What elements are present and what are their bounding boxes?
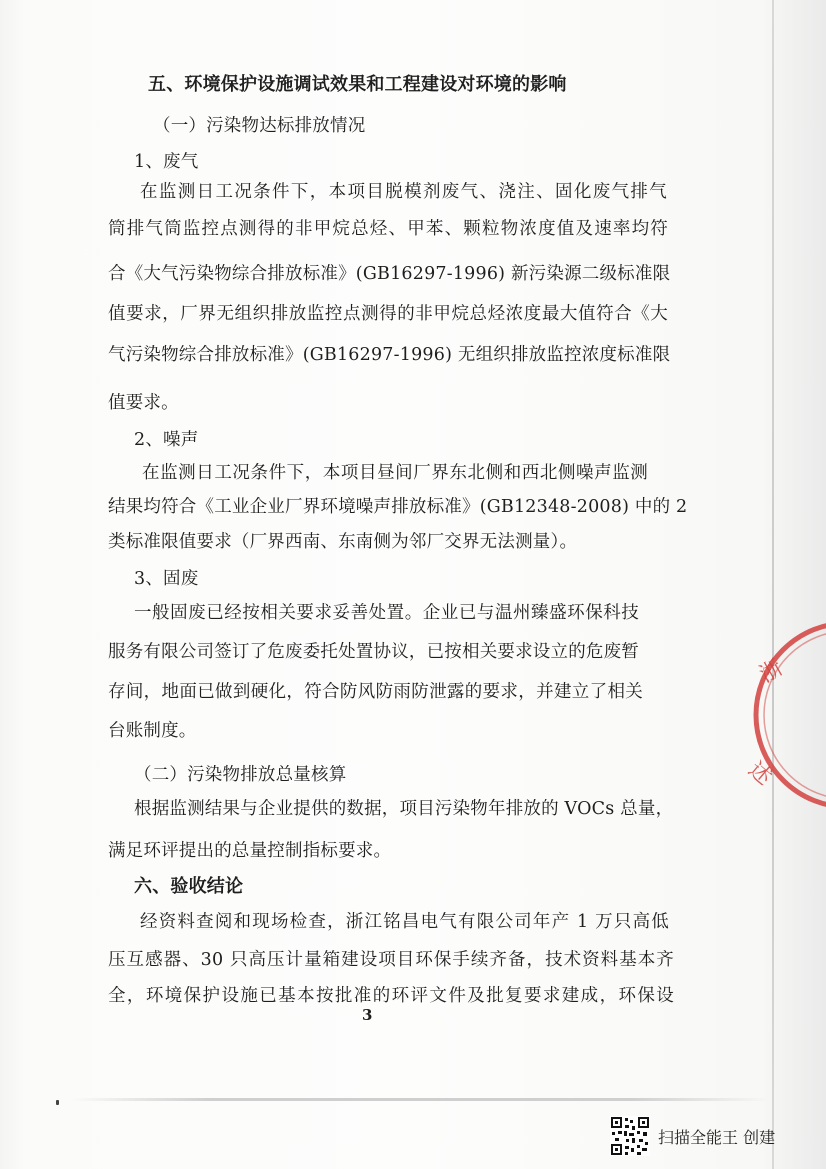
paragraph-line: 筒排气筒监控点测得的非甲烷总烃、甲苯、颗粒物浓度值及速率均符 xyxy=(108,219,668,239)
paragraph-line: 在监测日工况条件下，本项目昼间厂界东北侧和西北侧噪声监测 xyxy=(142,463,648,483)
paragraph-line: 存间，地面已做到硬化，符合防风防雨防泄露的要求，并建立了相关 xyxy=(108,682,643,702)
svg-text:浙: 浙 xyxy=(755,655,788,689)
paragraph-line: 满足环评提出的总量控制指标要求。 xyxy=(108,841,392,861)
paragraph-line: 全，环境保护设施已基本按批准的环评文件及批复要求建成，环保设 xyxy=(108,986,674,1006)
paragraph-line: 值要求。 xyxy=(108,393,179,413)
section-heading-6: 六、验收结论 xyxy=(134,876,244,897)
subsection-heading-2: （二）污染物排放总量核算 xyxy=(134,765,347,785)
paragraph-line: 台账制度。 xyxy=(108,721,197,741)
section-heading-5: 五、环境保护设施调试效果和工程建设对环境的影响 xyxy=(148,74,567,95)
paragraph-line: 结果均符合《工业企业厂界环境噪声排放标准》(GB12348-2008) 中的 2 xyxy=(108,497,688,517)
svg-text:述: 述 xyxy=(743,757,777,791)
paragraph-line: 气污染物综合排放标准》(GB16297-1996) 无组织排放监控浓度标准限 xyxy=(108,345,671,365)
paragraph-line: 合《大气污染物综合排放标准》(GB16297-1996) 新污染源二级标准限 xyxy=(108,264,671,284)
paragraph-line: 压互感器、30 只高压计量箱建设项目环保手续齐备，技术资料基本齐 xyxy=(108,950,674,970)
seal-stamp-fragment xyxy=(738,620,826,820)
item-heading-noise: 2、噪声 xyxy=(134,430,199,450)
scanner-watermark xyxy=(610,1116,810,1156)
paragraph-line: 经资料查阅和现场检查，浙江铭昌电气有限公司年产 1 万只高低 xyxy=(140,912,669,932)
paragraph-line: 根据监测结果与企业提供的数据，项目污染物年排放的 VOCs 总量， xyxy=(134,799,674,819)
paragraph-line: 服务有限公司签订了危废委托处置协议，已按相关要求设立的危废暂 xyxy=(108,642,639,662)
subsection-heading-1: （一）污染物达标排放情况 xyxy=(153,116,366,136)
watermark-text: 扫描全能王 创建 xyxy=(658,1128,776,1147)
scan-speck xyxy=(56,1100,59,1105)
qr-code-icon xyxy=(610,1116,650,1156)
page-number: 3 xyxy=(362,1006,373,1024)
paragraph-line: 在监测日工况条件下，本项目脱模剂废气、浇注、固化废气排气 xyxy=(140,182,667,202)
item-heading-solid-waste: 3、固废 xyxy=(134,569,199,589)
paragraph-line: 值要求，厂界无组织排放监控点测得的非甲烷总烃浓度最大值符合《大 xyxy=(108,304,668,324)
item-heading-waste-gas: 1、废气 xyxy=(134,152,199,172)
paragraph-line: 一般固废已经按相关要求妥善处置。企业已与温州臻盛环保科技 xyxy=(134,603,639,623)
paragraph-line: 类标准限值要求（厂界西南、东南侧为邻厂交界无法测量）。 xyxy=(108,532,578,552)
page-edge-shadow xyxy=(772,0,774,1169)
page-bottom-shadow xyxy=(70,1098,770,1101)
